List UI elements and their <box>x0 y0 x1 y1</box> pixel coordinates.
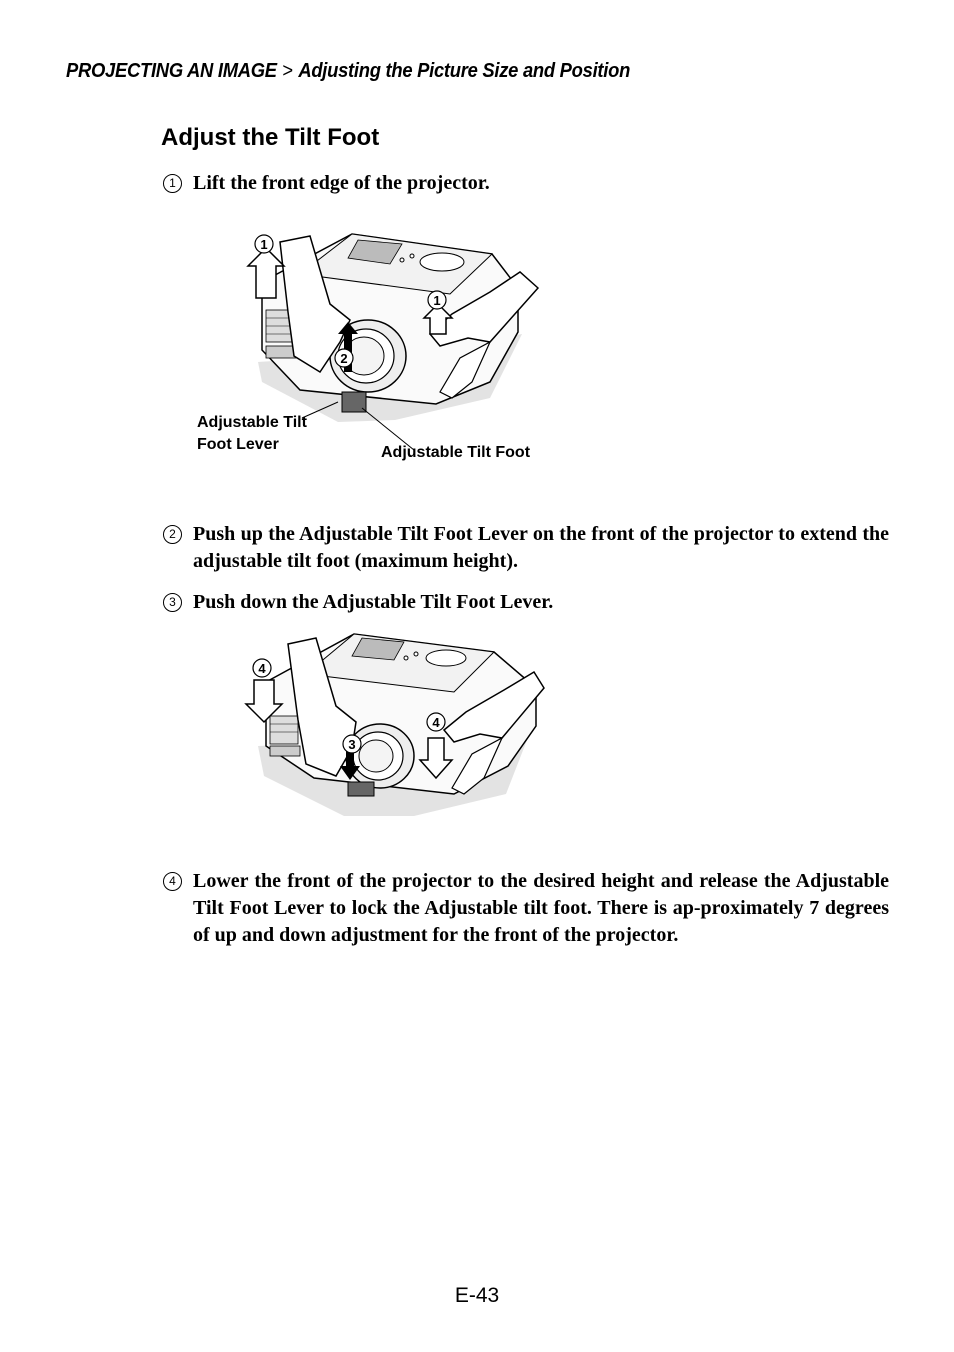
label-lever-line2: Foot Lever <box>197 436 279 453</box>
callout-3: 3 <box>348 737 356 752</box>
step-text: Push up the Adjustable Tilt Foot Lever on the front of the projector to extend the adjustable tilt foot (maximum height). <box>193 523 889 572</box>
page-title: Adjust the Tilt Foot <box>161 124 380 151</box>
page-number: E-43 <box>454 1284 500 1307</box>
label-tilt-foot: Adjustable Tilt Foot <box>381 444 531 461</box>
callout-4a: 4 <box>258 661 266 676</box>
callout-1b: 1 <box>433 293 441 308</box>
step-3 <box>163 589 889 616</box>
breadcrumb-section: PROJECTING AN IMAGE <box>66 60 277 82</box>
step-2 <box>163 521 889 575</box>
callout-1a: 1 <box>260 237 268 252</box>
step-number: 3 <box>163 593 182 612</box>
step-number: 2 <box>163 525 182 544</box>
step-text: Push down the Adjustable Tilt Foot Lever. <box>193 591 554 613</box>
step-number: 4 <box>163 872 182 891</box>
step-4 <box>163 868 889 949</box>
callout-4b: 4 <box>432 715 440 730</box>
step-text: Lower the front of the projector to the desired height and release the Adjustable Tilt Foot Lever to lock the Adjustable tilt foot. There is ap-proximately 7 degrees of up and down adjustment for the front of the projector. <box>193 870 889 946</box>
callout-2: 2 <box>340 351 348 366</box>
breadcrumb <box>66 60 630 83</box>
figure-lift-projector <box>190 222 570 472</box>
breadcrumb-page: Adjusting the Picture Size and Position <box>298 60 631 82</box>
label-tilt-foot-lever <box>197 412 307 456</box>
step-text: Lift the front edge of the projector. <box>193 172 490 194</box>
projector-illustration-lower <box>244 626 554 826</box>
label-lever-line1: Adjustable Tilt <box>197 414 307 431</box>
step-1 <box>163 170 889 197</box>
breadcrumb-separator: > <box>282 60 293 82</box>
figure-push-lever <box>244 626 554 826</box>
step-number: 1 <box>163 174 182 193</box>
